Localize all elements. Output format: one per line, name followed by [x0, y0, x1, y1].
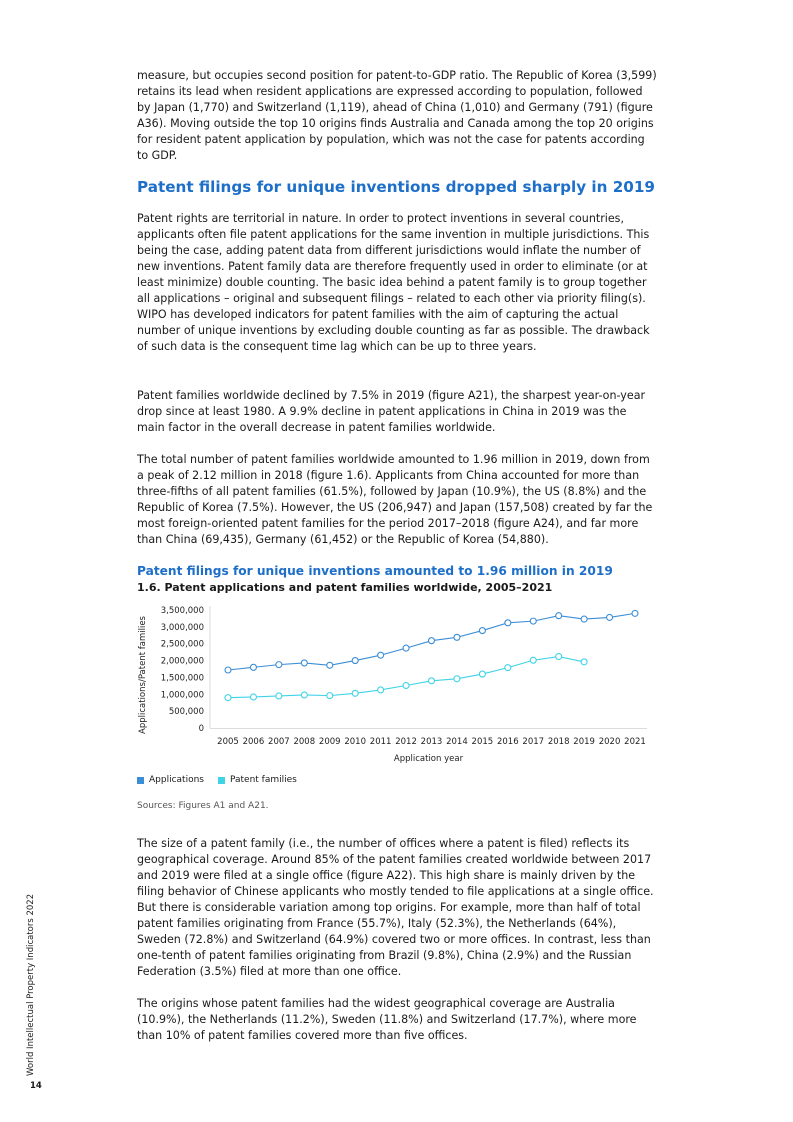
legend-swatch-applications	[137, 777, 144, 784]
data-point-patent-families	[327, 693, 333, 699]
x-tick-label: 2021	[624, 737, 646, 747]
line-chart	[130, 598, 660, 770]
figure-subtitle: 1.6. Patent applications and patent families worldwide, 2005–2021	[137, 581, 553, 594]
paragraph-territorial: Patent rights are territorial in nature. In order to protect inventions in several countries, applicants often file patent applications for the same invention in multiple jurisdictions. This being the case, adding patent data from different jurisdictions would inflate the number of new inventions. Patent family data are therefore frequently used in order to eliminate (or at least minimize) double counting. The basic idea behind a patent family is to group together all applications – original and subsequent filings – related to each other via priority filing(s). WIPO has developed indicators for patent families with the aim of capturing the actual number of unique inventions by excluding double counting as far as possible. The drawback of such data is the consequent time lag which can be up to three years.	[137, 212, 650, 353]
data-point-applications	[378, 652, 384, 658]
data-point-patent-families	[225, 695, 231, 701]
data-point-patent-families	[556, 654, 562, 660]
data-point-applications	[581, 616, 587, 622]
data-point-applications	[225, 667, 231, 673]
data-point-applications	[429, 638, 435, 644]
data-point-patent-families	[530, 657, 536, 663]
data-point-applications	[530, 618, 536, 624]
x-tick-label: 2007	[268, 737, 290, 747]
data-point-patent-families	[505, 665, 511, 671]
y-tick-label: 3,500,000	[160, 606, 204, 616]
legend-item-applications	[137, 775, 204, 785]
x-tick-label: 2013	[420, 737, 443, 747]
data-point-applications	[632, 610, 638, 616]
y-tick-label: 1,000,000	[160, 690, 204, 701]
y-tick-label: 3,000,000	[160, 622, 204, 633]
intro-paragraph: measure, but occupies second position for patent-to-GDP ratio. The Republic of Korea (3,599) retains its lead when resident applications are expressed according to population, followed by Japan (1,770) and Switzerland (1,119), ahead of China (1,010) and Germany (791) (figure A36). Moving outside the top 10 origins finds Australia and Canada among the top 20 origins for resident patent application by population, which was not the case for patents according to GDP.	[137, 69, 657, 162]
y-tick-label: 2,000,000	[160, 656, 204, 667]
section-heading: Patent filings for unique inventions dropped sharply in 2019	[137, 178, 655, 196]
data-point-applications	[403, 645, 409, 651]
data-point-applications	[276, 662, 282, 668]
x-tick-label: 2014	[446, 737, 468, 747]
data-point-patent-families	[276, 693, 282, 699]
x-tick-label: 2020	[598, 737, 621, 747]
y-axis-label: Applications/Patent families	[138, 616, 148, 734]
data-point-patent-families	[429, 678, 435, 684]
legend-label-families: Patent families	[229, 775, 297, 785]
x-tick-label: 2018	[547, 737, 570, 747]
legend-item-families	[218, 775, 297, 785]
data-point-applications	[505, 620, 511, 626]
data-point-patent-families	[581, 659, 587, 665]
data-point-applications	[352, 658, 358, 664]
x-tick-label: 2012	[395, 737, 417, 747]
paragraph-family-size: The size of a patent family (i.e., the number of offices where a patent is filed) reflects its geographical coverage. Around 85% of the patent families created worldwide between 2017 and 2019 were filed at a single office (figure A22). This high share is mainly driven by the filing behavior of Chinese applicants who mostly tended to file applications at a single office. But there is considerable variation among top origins. For example, more than half of total patent families originating from France (55.7%), Italy (52.3%), the Netherlands (64%), Sweden (72.8%) and Switzerland (64.9%) covered two or more offices. In contrast, less than one-tenth of patent families originating from Brazil (9.8%), China (2.9%) and the Russian Federation (3.5%) filed at more than one office.	[137, 837, 654, 978]
x-tick-label: 2006	[242, 737, 265, 747]
x-tick-label: 2017	[522, 737, 545, 747]
data-point-patent-families	[301, 692, 307, 698]
data-point-applications	[301, 660, 307, 666]
y-tick-label: 2,500,000	[160, 639, 204, 650]
data-point-patent-families	[250, 694, 256, 700]
data-point-applications	[479, 628, 485, 634]
data-point-applications	[556, 613, 562, 619]
data-point-patent-families	[403, 683, 409, 689]
page-number: 14	[30, 1081, 42, 1091]
paragraph-coverage: The origins whose patent families had the widest geographical coverage are Australia (10.9%), the Netherlands (11.2%), Sweden (11.8%) and Switzerland (17.7%), where more than 10% of patent families covered more than five offices.	[137, 997, 637, 1042]
data-point-applications	[327, 662, 333, 668]
paragraph-total-families: The total number of patent families worldwide amounted to 1.96 million in 2019, down from a peak of 2.12 million in 2018 (figure 1.6). Applicants from China accounted for more than three-fifths of all patent families (61.5%), followed by Japan (10.9%), the US (8.8%) and the Republic of Korea (7.5%). However, the US (206,947) and Japan (157,508) created by far the most foreign-oriented patent families for the period 2017–2018 (figure A24), and far more than China (69,435), Germany (61,452) or the Republic of Korea (54,880).	[137, 453, 653, 546]
paragraph-decline: Patent families worldwide declined by 7.5% in 2019 (figure A21), the sharpest year-on-year drop since at least 1980. A 9.9% decline in patent applications in China in 2019 was the main factor in the overall decrease in patent families worldwide.	[137, 389, 646, 434]
x-axis-label: Application year	[393, 754, 464, 764]
figure-title: Patent filings for unique inventions amounted to 1.96 million in 2019	[137, 564, 613, 578]
x-tick-label: 2019	[573, 737, 595, 747]
figure-sources: Sources: Figures A1 and A21.	[137, 801, 269, 811]
x-tick-label: 2016	[496, 737, 519, 747]
x-tick-label: 2015	[471, 737, 494, 747]
publication-title: World Intellectual Property Indicators 2022	[26, 893, 36, 1076]
chart-legend	[137, 775, 297, 785]
data-point-applications	[250, 664, 256, 670]
legend-label-applications: Applications	[149, 775, 204, 785]
data-point-patent-families	[454, 676, 460, 682]
x-tick-label: 2005	[217, 737, 239, 747]
x-tick-label: 2008	[293, 737, 316, 747]
y-tick-label: 1,500,000	[160, 673, 204, 684]
data-point-applications	[607, 614, 613, 620]
data-point-patent-families	[378, 687, 384, 693]
legend-swatch-families	[218, 777, 225, 784]
data-point-patent-families	[352, 690, 358, 696]
y-tick-label: 0	[198, 724, 204, 734]
x-tick-label: 2009	[318, 737, 341, 747]
x-tick-label: 2011	[369, 737, 392, 747]
data-point-applications	[454, 634, 460, 640]
data-point-patent-families	[479, 671, 485, 677]
x-tick-label: 2010	[344, 737, 367, 747]
y-tick-label: 500,000	[168, 707, 204, 718]
